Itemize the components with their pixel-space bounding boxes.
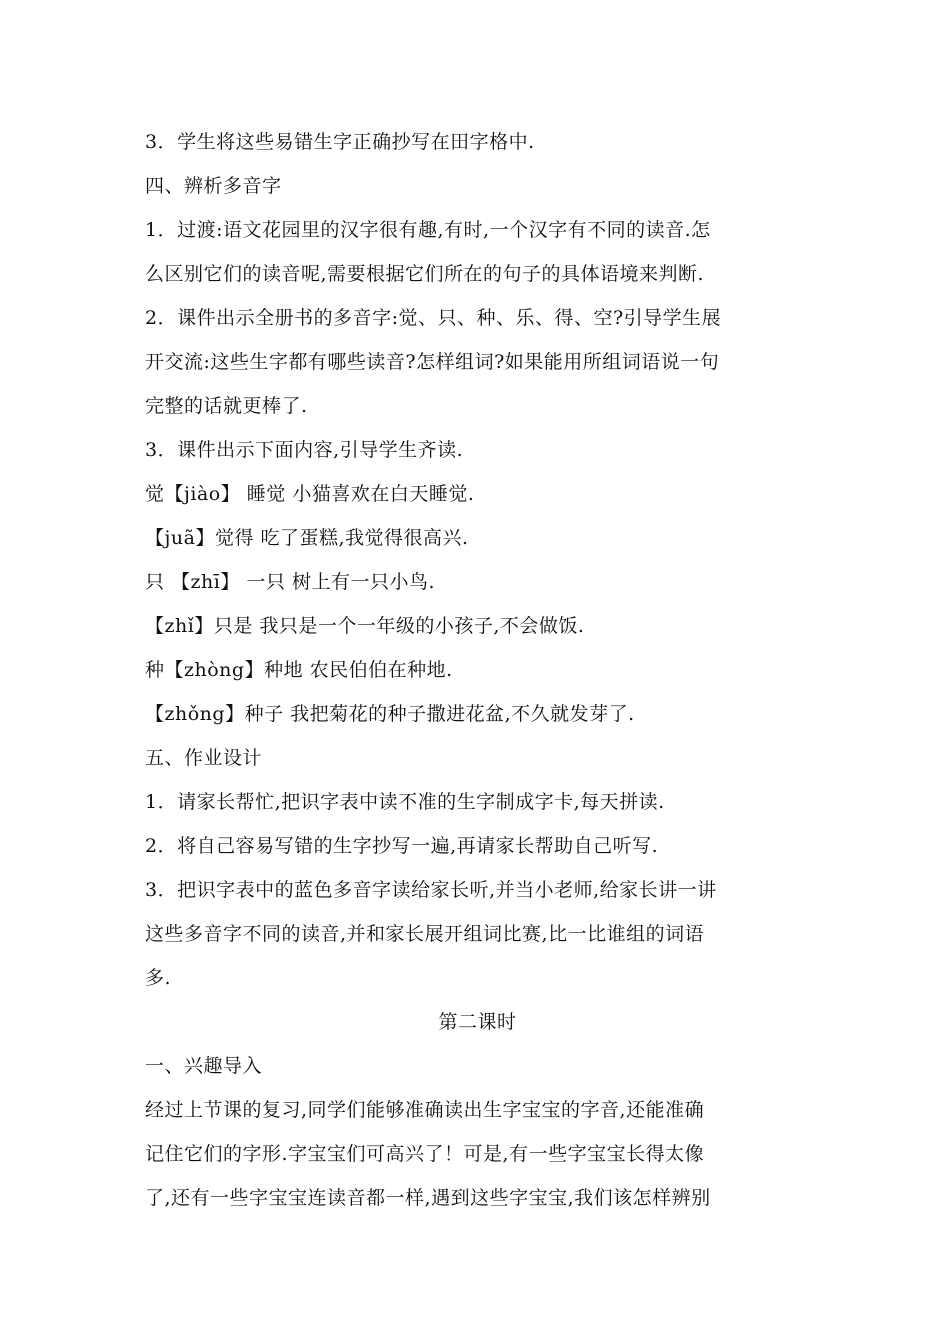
example-zhong4: 种【zhòng】种地 农民伯伯在种地. (145, 659, 453, 681)
paragraph-transition: 1．过渡:语文花园里的汉字很有趣,有时,一个汉字有不同的读音.怎 (145, 219, 711, 241)
example-zhi1: 只 【zhī】 一只 树上有一只小鸟. (145, 571, 435, 593)
paragraph-courseware: 2．课件出示全册书的多音字:觉、只、种、乐、得、空?引导学生展 (145, 307, 722, 329)
homework-item-3-end: 多. (145, 967, 172, 989)
paragraph-intro-cont: 记住它们的字形.字宝宝们可高兴了！可是,有一些字宝宝长得太像 (145, 1143, 705, 1165)
homework-item-1: 1．请家长帮忙,把识字表中读不准的生字制成字卡,每天拼读. (145, 791, 665, 813)
section-heading-intro: 一、兴趣导入 (145, 1055, 263, 1077)
document-page (145, 120, 810, 1220)
paragraph-intro: 经过上节课的复习,同学们能够准确读出生字宝宝的字音,还能准确 (145, 1099, 705, 1121)
list-item-read-together: 3．课件出示下面内容,引导学生齐读. (145, 439, 464, 461)
list-item-copy-errors: 3．学生将这些易错生字正确抄写在田字格中. (145, 131, 535, 153)
example-jiao: 觉【jiào】 睡觉 小猫喜欢在白天睡觉. (145, 483, 475, 505)
paragraph-transition-cont: 么区别它们的读音呢,需要根据它们所在的句子的具体语境来判断. (145, 263, 705, 285)
example-jue: 【juã】觉得 吃了蛋糕,我觉得很高兴. (145, 527, 469, 549)
paragraph-courseware-cont: 开交流:这些生字都有哪些读音?怎样组词?如果能用所组词语说一句 (145, 351, 720, 373)
paragraph-intro-end: 了,还有一些字宝宝连读音都一样,遇到这些字宝宝,我们该怎样辨别 (145, 1187, 711, 1209)
example-zhong3: 【zhǒng】种子 我把菊花的种子撒进花盆,不久就发芽了. (145, 703, 635, 725)
homework-item-3: 3．把识字表中的蓝色多音字读给家长听,并当小老师,给家长讲一讲 (145, 879, 717, 901)
section-heading-polyphonic: 四、辨析多音字 (145, 175, 282, 197)
lesson-title-second: 第二课时 (438, 1011, 517, 1033)
homework-item-2: 2．将自己容易写错的生字抄写一遍,再请家长帮助自己听写. (145, 835, 659, 857)
homework-item-3-cont: 这些多音字不同的读音,并和家长展开组词比赛,比一比谁组的词语 (145, 923, 705, 945)
section-heading-homework: 五、作业设计 (145, 747, 263, 769)
example-zhi3: 【zhǐ】只是 我只是一个一年级的小孩子,不会做饭. (145, 615, 585, 637)
paragraph-courseware-end: 完整的话就更棒了. (145, 395, 308, 417)
